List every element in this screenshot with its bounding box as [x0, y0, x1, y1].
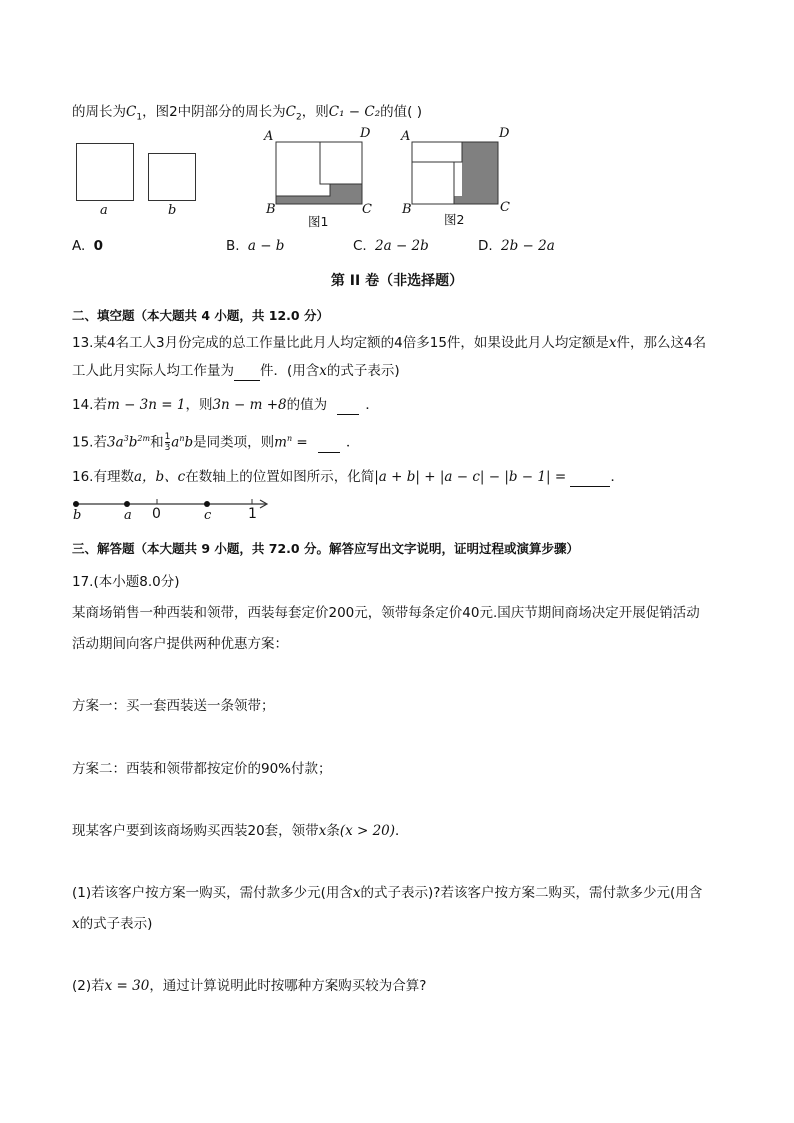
q12-c2-sub: 2	[296, 112, 302, 123]
q13-var-2: x	[319, 363, 327, 379]
q17-sub2-line	[72, 976, 426, 996]
figure-2	[398, 126, 518, 230]
fig2-label-B: B	[402, 202, 412, 217]
q14-expr2: 3n − m +8	[212, 397, 287, 413]
q13-text-2b: 件．(用含	[260, 363, 320, 379]
q16-text-a: 16.有理数	[72, 469, 134, 485]
q15-frac-den: 3	[164, 443, 171, 453]
q12-diff-expr: C₁ − C₂	[328, 104, 381, 120]
q14-text-c: 的值为	[286, 397, 328, 413]
square-b-label: b	[168, 203, 177, 218]
q15-expr1b: b	[128, 434, 138, 451]
q15-sup1: 3	[123, 434, 129, 443]
q12-c2: C	[285, 104, 297, 120]
q14-text-d: ．	[365, 397, 379, 413]
q15-line	[72, 429, 360, 453]
q13-text-2c: 的式子表示)	[326, 363, 400, 379]
option-c-letter: C.	[353, 238, 367, 254]
option-a-letter: A.	[72, 238, 86, 254]
q17-var: x	[318, 823, 327, 839]
fig2-label-A: A	[401, 129, 411, 144]
q17-text-3b: 条	[326, 823, 340, 839]
q15-text-e: ．	[346, 434, 360, 451]
q14-expr1: m − 3n = 1	[106, 397, 186, 413]
point-b	[73, 501, 79, 507]
q17-sub2-expr: x = 30	[104, 978, 150, 994]
q14-answer-blank[interactable]	[337, 398, 359, 415]
q15-expr2b: b	[184, 434, 194, 451]
point-c	[204, 501, 210, 507]
square-a-label: a	[100, 203, 108, 218]
q13-line1	[72, 333, 706, 353]
figure-1	[262, 126, 382, 230]
fig2-label-D: D	[499, 126, 510, 141]
square-b	[148, 153, 196, 201]
q17-sub1-text-b: 的式子表示)?若该客户按方案二购买，需付款多少元(用含	[360, 885, 703, 901]
q17-plan2: 方案二：西装和领带都按定价的90%付款；	[72, 761, 332, 777]
q15-sup3: n	[286, 434, 293, 443]
fig1-label-B: B	[266, 202, 276, 217]
q15-expr2: a	[171, 434, 180, 451]
axis-label-a: a	[124, 508, 132, 523]
q12-text-c: ，则	[301, 104, 329, 120]
square-a	[76, 143, 134, 201]
q15-expr3: m	[274, 434, 287, 451]
option-b-expr: a − b	[247, 238, 285, 254]
number-line-axis	[66, 494, 276, 526]
q15-text-c: 是同类项，则	[193, 434, 275, 451]
fig2-caption: 图2	[444, 212, 465, 227]
q16-text-c: ．	[610, 469, 624, 485]
q17-text-3a: 现某客户要到该商场购买西装20套，领带	[72, 823, 319, 839]
q17-para2: 活动期间向客户提供两种优惠方案：	[72, 636, 288, 652]
axis-label-0: 0	[152, 506, 161, 522]
fig1-label-A: A	[264, 129, 274, 144]
q16-line	[72, 467, 624, 487]
q17-header: 17.(本小题8.0分)	[72, 574, 180, 590]
option-d-expr: 2b − 2a	[500, 238, 555, 254]
q17-para1: 某商场销售一种西装和领带，西装每套定价200元，领带每条定价40元.国庆节期间商场决定开展促销活动	[72, 605, 700, 621]
q12-c1: C	[126, 104, 137, 120]
q15-text-a: 15.若	[72, 434, 107, 451]
q17-para3	[72, 821, 409, 841]
q17-sub1-line1	[72, 883, 702, 903]
q15-text-b: 和	[150, 434, 164, 451]
q15-sup1b: 2m	[137, 434, 151, 443]
q17-sub2-text-a: (2)若	[72, 978, 105, 994]
q15-answer-blank[interactable]	[318, 436, 340, 453]
q17-condition: (x > 20)	[339, 823, 396, 839]
q14-text-b: ，则	[185, 397, 213, 413]
q15-sup2: n	[179, 434, 185, 443]
q13-text-1-end: 件，那么这4名	[616, 335, 707, 351]
q15-expr1: 3a	[106, 434, 124, 451]
q12-text-a: 的周长为	[72, 104, 126, 120]
fig1-label-D: D	[360, 126, 371, 141]
number-line	[66, 494, 276, 526]
option-c-expr: 2a − 2b	[375, 238, 429, 254]
q17-sub2-text-b: ，通过计算说明此时按哪种方案购买较为合算?	[149, 978, 427, 994]
q17-sub1-var: x	[352, 885, 361, 901]
figure-squares	[76, 143, 206, 223]
fig2-label-C: C	[500, 200, 510, 215]
q17-sub1-text-a: (1)若该客户按方案一购买，需付款多少元(用含	[72, 885, 353, 901]
option-d-letter: D.	[478, 238, 493, 254]
q17-sub1-line2	[72, 914, 152, 934]
q17-sub1-text-c: 的式子表示)	[79, 916, 153, 932]
point-a	[124, 501, 130, 507]
q14-text-a: 14.若	[72, 397, 107, 413]
q13-var: x	[608, 335, 617, 351]
q13-text-1: 13.某4名工人3月份完成的总工作量比此月人均定额的4倍多15件，如果设此月人均定额是	[72, 335, 609, 351]
fig1-caption: 图1	[308, 214, 329, 229]
q14-line	[72, 395, 379, 415]
q12-text-b: ，图2中阴部分的周长为	[142, 104, 286, 120]
q16-text-b: 在数轴上的位置如图所示，化简	[185, 469, 375, 485]
option-d	[478, 238, 555, 254]
q12-tail-line	[72, 102, 422, 128]
q16-vars: a，b、c	[133, 469, 186, 485]
q17-sub1-var-2: x	[72, 916, 80, 932]
q15-text-d: =	[292, 434, 313, 451]
q12-c1-sub: 1	[136, 112, 143, 123]
section3-heading: 三、解答题（本大题共 9 小题，共 72.0 分。解答应写出文字说明，证明过程或演算步骤）	[72, 541, 579, 556]
q13-answer-blank[interactable]	[234, 364, 260, 381]
q12-text-d: 的值( )	[380, 104, 422, 120]
q17-text-3c: ．	[395, 823, 409, 839]
q13-line2	[72, 361, 400, 381]
section2-heading: 二、填空题（本大题共 4 小题，共 12.0 分）	[72, 308, 329, 323]
part2-title: 第 II 卷（非选择题）	[330, 273, 464, 289]
axis-label-1: 1	[248, 506, 257, 522]
q16-expr: |a + b| + |a − c| − |b − 1| =	[374, 469, 571, 485]
fig1-label-C: C	[362, 202, 372, 217]
axis-label-b: b	[73, 508, 82, 523]
q13-text-2a: 工人此月实际人均工作量为	[72, 363, 234, 379]
option-a	[72, 238, 103, 254]
q17-plan1: 方案一：买一套西装送一条领带；	[72, 698, 275, 714]
axis-label-c: c	[204, 508, 212, 523]
q16-answer-blank[interactable]	[570, 470, 610, 487]
q15-frac-num: 1	[164, 432, 171, 442]
option-a-expr: 0	[93, 238, 103, 254]
option-b-letter: B.	[226, 238, 240, 254]
q15-fraction	[165, 432, 171, 453]
option-b	[226, 238, 284, 254]
option-c	[353, 238, 429, 254]
